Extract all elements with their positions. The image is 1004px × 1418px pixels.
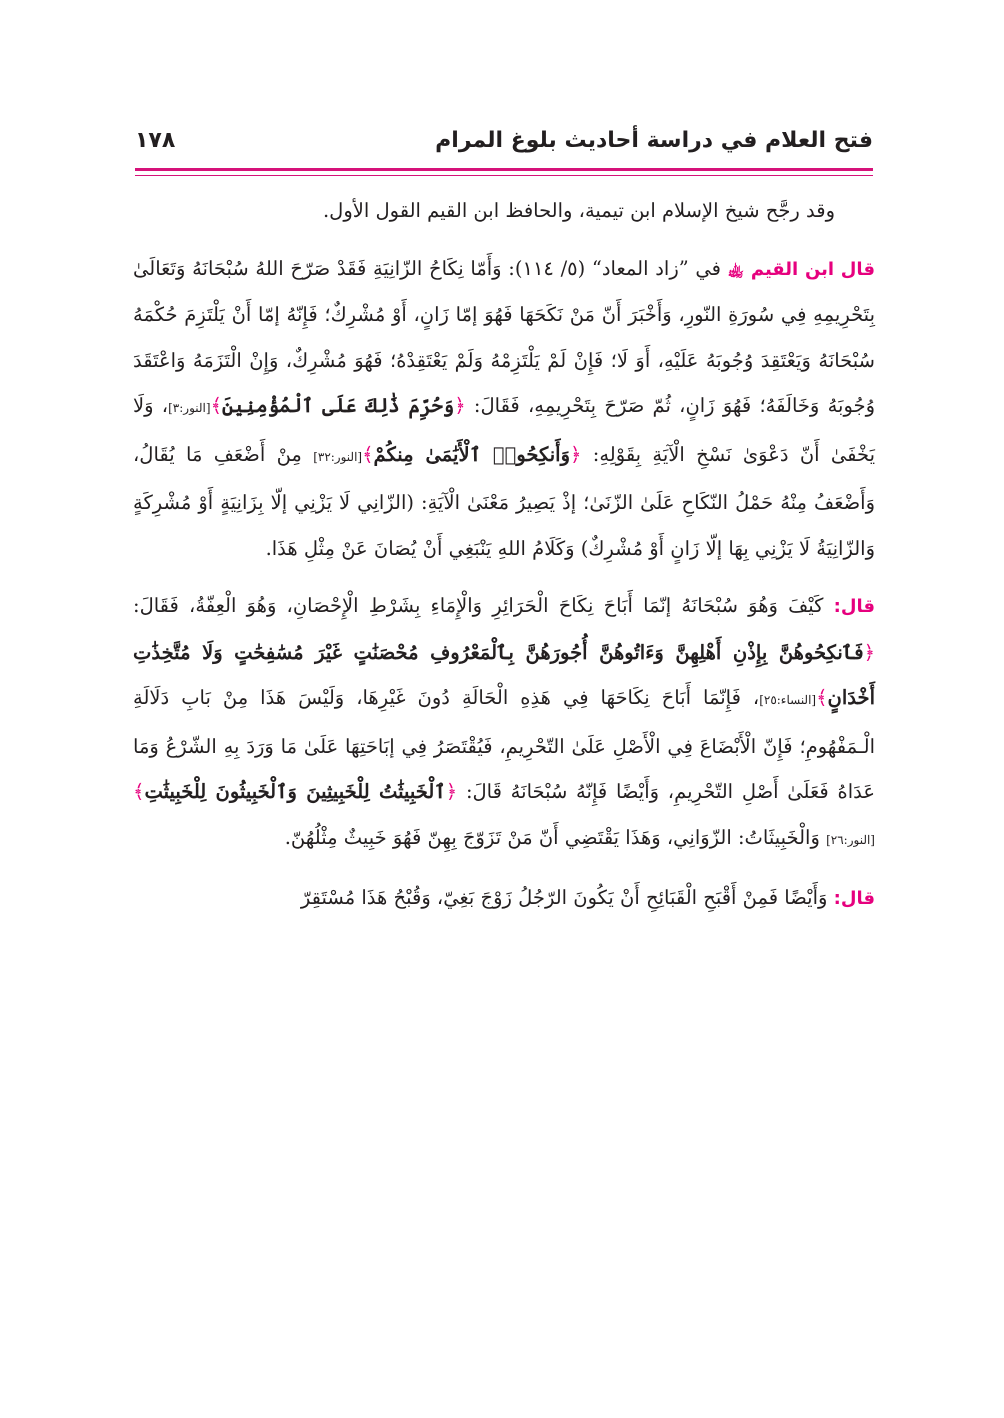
quote-paragraph-3: [133, 875, 875, 922]
header-rule-thick: [135, 168, 873, 171]
header-rule-thin: [135, 175, 873, 176]
quote-paragraph-2: [133, 583, 875, 863]
verse-open-bracket: ﴿: [570, 442, 582, 466]
ibn-qayyim-quote-paragraph: [133, 246, 875, 572]
paragraph-text: مِنْ أَضْعَفِ مَا يُقَالُ، وَأَضْعَفُ مِنْهُ حَمْلُ النّكَاحِ عَلَىٰ الزّنَىٰ؛ إذْ يَصِيرُ مَعْنَىٰ الْآيَةِ: (الزّانِي لَا يَزْنِي إلّا بِزَانِيَةٍ أَوْ مُشْرِكَةٍ وَالزّانِيَةُ لَا يَزْنِي بِهَا إلّا زَانٍ أَوْ مُشْرِكٌ) وَكَلَامُ اللهِ يَنْبَغِي أَنْ يُصَانَ عَنْ مِثْلِ هَذَا.: [133, 442, 875, 560]
verse-open-bracket: ﴿: [445, 780, 458, 803]
page-content: [133, 188, 875, 922]
verse-reference: [النور:٣٢]: [313, 449, 363, 464]
verse-open-bracket: ﴿: [454, 394, 466, 417]
paragraph-lead: قال:: [833, 888, 875, 909]
verse-close-bracket: ﴾: [816, 686, 828, 709]
quran-verse: وَحُرِّمَ ذَٰلِكَ عَلَى ٱلْمُؤْمِنِينَ: [222, 394, 455, 417]
page-number: ١٧٨: [135, 128, 176, 153]
paragraph-text: كَيْفَ وَهُوَ سُبْحَانَهُ إنّمَا أَبَاحَ نِكَاحَ الْحَرَائِرِ وَالْإِمَاءِ بِشَرْطِ الْإِحْصَانِ، وَهُوَ الْعِفّةُ، فَقَالَ:: [133, 594, 834, 617]
paragraph-lead: قال ابن القيم ﵀: [727, 258, 875, 280]
verse-reference: [النساء:٢٥]: [759, 693, 817, 707]
paragraph-text: في ”زاد المعاد“ (٥/ ١١٤): وَأَمّا نِكَاحُ الزّانِيَةِ فَقَدْ صَرّحَ اللهُ سُبْحَانَهُ وَتَعَالَىٰ بِتَحْرِيمِهِ فِي سُورَةِ النّورِ، وَأَخْبَرَ أَنّ مَنْ نَكَحَهَا فَهُوَ إمّا زَانٍ، أَوْ مُشْرِكٌ؛ فَإِنّهُ إمّا أَنْ يَلْتَزِمَ حُكْمَهُ سُبْحَانَهُ وَيَعْتَقِدَ وُجُوبَهُ عَلَيْهِ، أَوَ لَا؛ فَإِنْ لَمْ يَلْتَزِمْهُ وَلَمْ يَعْتَقِدْهُ؛ فَهُوَ مُشْرِكٌ، وَإِنْ الْتَزَمَهُ وَاعْتَقَدَ وُجُوبَهُ وَخَالَفَهُ؛ فَهُوَ زَانٍ، ثُمّ صَرّحَ بِتَحْرِيمِهِ، فَقَالَ:: [133, 256, 876, 417]
intro-paragraph: وقد رجَّح شيخ الإسلام ابن تيمية، والحافظ ابن القيم القول الأول.: [322, 199, 835, 222]
verse-reference: [النور:٢٦]: [826, 832, 875, 847]
quran-verse: فَٱنكِحُوهُنَّ بِإِذْنِ أَهْلِهِنَّ وَءَاتُوهُنَّ أُجُورَهُنَّ بِٱلْمَعْرُوفِ مُحْصَنَٰتٍ غَيْرَ مُسَٰفِحَٰتٍ وَلَا مُتَّخِذَٰتِ أَخْدَانٍ: [133, 640, 875, 709]
verse-reference: [النور:٣]: [168, 401, 211, 415]
quran-verse: وَأَنكِحُوا۟ ٱلْأَيَٰمَىٰ مِنكُمْ: [373, 442, 571, 466]
quran-verse: ٱلْخَبِيثَٰتُ لِلْخَبِيثِينَ وَٱلْخَبِيثُونَ لِلْخَبِيثَٰتِ: [144, 780, 446, 803]
page-header: [135, 128, 873, 164]
paragraph-text: وَأَيْضًا فَمِنْ أَقْبَحِ الْقَبَائِحِ أَنْ يَكُونَ الرّجُلُ زَوْجَ بَغِيّ، وَقُبْحُ هَذَا مُسْتَقِرّ: [300, 886, 834, 909]
verse-close-bracket: ﴾: [210, 394, 223, 417]
paragraph-text: ، فَإِنّمَا أَبَاحَ نِكَاحَهَا فِي هَذِهِ الْحَالَةِ دُونَ غَيْرِهَا، وَلَيْسَ هَذَا مِنْ بَابِ دَلَالَةِ الْـمَفْهُومِ؛ فَإِنّ الْأَبْضَاعَ فِي الْأَصْلِ عَلَىٰ التّحْرِيمِ، فَيُقْتَصَرُ فِي إبَاحَتِهَا عَلَىٰ مَا وَرَدَ بِهِ الشّرْعُ وَمَا عَدَاهُ فَعَلَىٰ أَصْلِ التّحْرِيمِ، وَأَيْضًا فَإِنّهُ سُبْحَانَهُ قَالَ:: [133, 686, 875, 803]
paragraph-text: وَالْخَبِيثَاتُ: الزّوَانِي، وَهَذَا يَقْتَضِي أَنّ مَنْ تَزَوّجَ بِهِنّ فَهُوَ خَبِيثٌ مِثْلُهُنّ.: [284, 825, 827, 849]
book-title: فتح العلام في دراسة أحاديث بلوغ المرام: [435, 128, 873, 153]
paragraph-text: ، وَلَا يَخْفَىٰ أَنّ دَعْوَىٰ نَسْخِ الْآيَةِ بِقَوْلِهِ:: [133, 394, 876, 466]
paragraph-lead: قال:: [833, 596, 875, 617]
verse-open-bracket: ﴿: [863, 640, 875, 664]
verse-close-bracket: ﴾: [133, 780, 145, 803]
verse-close-bracket: ﴾: [362, 442, 374, 466]
